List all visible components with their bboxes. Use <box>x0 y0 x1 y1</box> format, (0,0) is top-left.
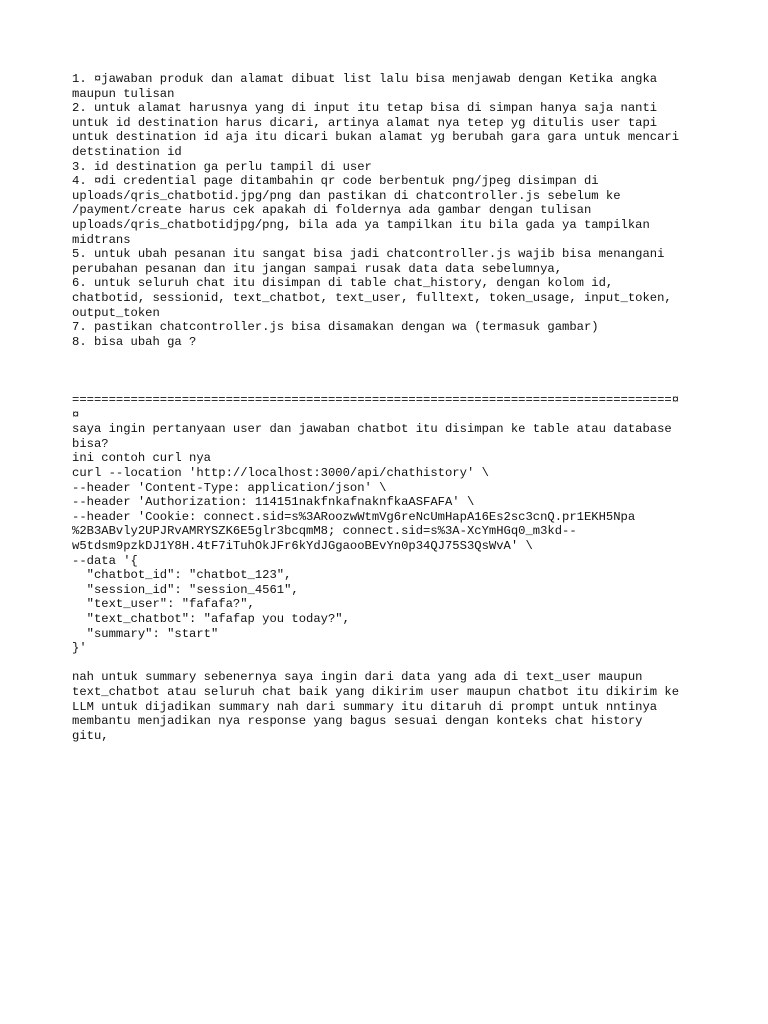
note-line: untuk destination id aja itu dicari bukan alamat yg berubah gara gara untuk mencari <box>72 130 680 145</box>
note-line: 3. id destination ga perlu tampil di user <box>72 159 372 174</box>
code-line: "summary": "start" <box>72 626 219 641</box>
question-line: saya ingin pertanyaan user dan jawaban chatbot itu disimpan ke table atau database <box>72 422 672 437</box>
code-line: --header 'Cookie: connect.sid=s%3ARoozwWtmVg6reNcUmHapA16Es2sc3cnQ.pr1EKH5Npa <box>72 509 636 524</box>
note-line: 7. pastikan chatcontroller.js bisa disamakan dengan wa (termasuk gambar) <box>72 320 599 335</box>
separator-line: ==================================================================================¤ <box>72 393 680 408</box>
code-line: "chatbot_id": "chatbot_123", <box>72 568 292 583</box>
note-line: output_token <box>72 305 160 320</box>
question-block <box>72 422 712 466</box>
note-line: uploads/qris_chatbotid.jpg/png dan pastikan di chatcontroller.js sebelum ke <box>72 188 621 203</box>
numbered-notes <box>72 72 712 349</box>
note-line: uploads/qris_chatbotidjpg/png, bila ada ya tampilkan itu bila gada ya tampilkan <box>72 217 650 232</box>
note-line: /payment/create harus cek apakah di foldernya ada gambar dengan tulisan <box>72 203 592 218</box>
note-line: untuk id destination harus dicari, artinya alamat nya tetep yg ditulis user tapi <box>72 115 658 130</box>
note-line: 1. ¤jawaban produk dan alamat dibuat list lalu bisa menjawab dengan Ketika angka <box>72 72 658 86</box>
separator-tail: ¤ <box>72 407 80 422</box>
note-line: perubahan pesanan dan itu jangan sampai rusak data data sebelumnya, <box>72 261 563 276</box>
blank-space <box>72 349 712 393</box>
code-line: "text_user": "fafafa?", <box>72 597 255 612</box>
note-line: midtrans <box>72 232 131 247</box>
summary-line: gitu, <box>72 728 109 743</box>
note-line: detstination id <box>72 144 182 159</box>
document-page <box>72 72 712 743</box>
code-line: "session_id": "session_4561", <box>72 582 299 597</box>
summary-line: membantu menjadikan nya response yang bagus sesuai dengan konteks chat history <box>72 714 643 729</box>
blank-space <box>72 656 712 671</box>
question-line: ini contoh curl nya <box>72 451 211 466</box>
summary-paragraph <box>72 670 712 743</box>
note-line: 5. untuk ubah pesanan itu sangat bisa jadi chatcontroller.js wajib bisa menangani <box>72 247 665 262</box>
note-line: maupun tulisan <box>72 86 175 101</box>
curl-example <box>72 466 712 656</box>
code-line: w5tdsm9pzkDJ1Y8H.4tF7iTuhOkJFr6kYdJGgaooBEvYn0p34QJ75S3QsWvA' \ <box>72 539 533 554</box>
question-line: bisa? <box>72 436 109 451</box>
summary-line: LLM untuk dijadikan summary nah dari summary itu ditaruh di prompt untuk nntinya <box>72 699 658 714</box>
note-line: 6. untuk seluruh chat itu disimpan di table chat_history, dengan kolom id, <box>72 276 614 291</box>
note-line: chatbotid, sessionid, text_chatbot, text_user, fulltext, token_usage, input_token, <box>72 290 672 305</box>
summary-line: text_chatbot atau seluruh chat baik yang dikirim user maupun chatbot itu dikirim ke <box>72 684 680 699</box>
code-line: --header 'Content-Type: application/json' \ <box>72 480 387 495</box>
code-line: }' <box>72 641 87 656</box>
code-line: %2B3ABvly2UPJRvAMRYSZK6E5glr3bcqmM8; connect.sid=s%3A-XcYmHGq0_m3kd-- <box>72 524 577 539</box>
code-line: "text_chatbot": "afafap you today?", <box>72 611 350 626</box>
code-line: curl --location 'http://localhost:3000/api/chathistory' \ <box>72 466 489 481</box>
code-line: --data '{ <box>72 553 138 568</box>
note-line: 2. untuk alamat harusnya yang di input itu tetap bisa di simpan hanya saja nanti <box>72 101 658 116</box>
note-line: 8. bisa ubah ga ? <box>72 334 197 349</box>
note-line: 4. ¤di credential page ditambahin qr code berbentuk png/jpeg disimpan di <box>72 174 599 189</box>
summary-line: nah untuk summary sebenernya saya ingin dari data yang ada di text_user maupun <box>72 670 643 685</box>
code-line: --header 'Authorization: 114151nakfnkafnaknfkaASFAFA' \ <box>72 495 475 510</box>
